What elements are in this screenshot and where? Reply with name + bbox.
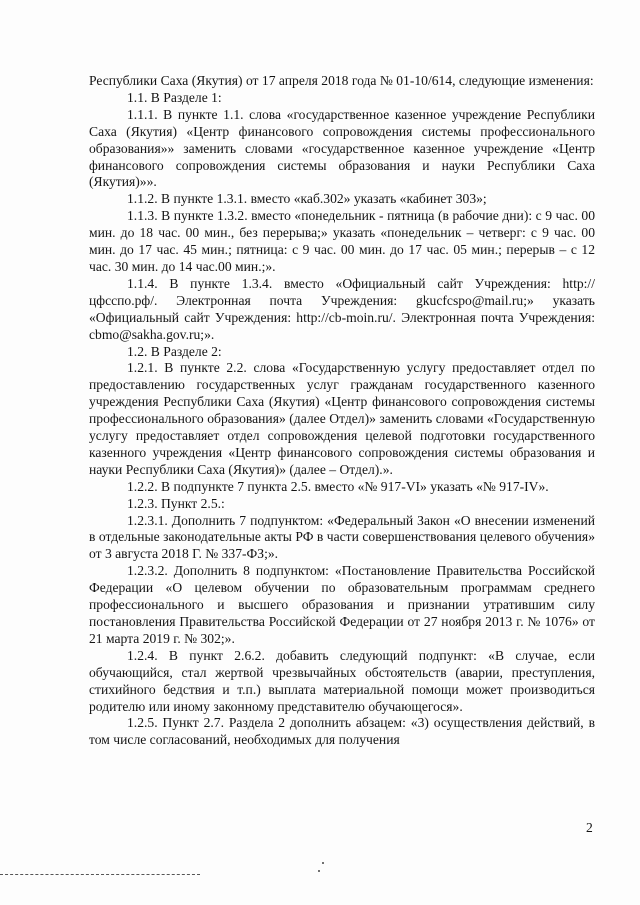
paragraph-1-2: 1.2. В Разделе 2:	[127, 343, 222, 359]
scan-artifact-dot	[318, 870, 320, 872]
page-number: 2	[586, 820, 593, 835]
paragraph-1-1-4: 1.1.4. В пункте 1.3.4. вместо «Официальный сайт Учреждения: http://цфсспо.рф/. Электронная почта Учреждения: gkucfcspo@mail.ru;» указать «Официальный сайт Учреждения: http://cb-moin.ru/. Электронная почта Учреждения: cbmo@sakha.gov.ru;».	[89, 275, 595, 342]
scan-artifact-line	[0, 874, 200, 875]
paragraph-1-2-2: 1.2.2. В подпункте 7 пункта 2.5. вместо «№ 917-VI» указать «№ 917-IV».	[127, 478, 549, 494]
paragraph-1-2-5: 1.2.5. Пункт 2.7. Раздела 2 дополнить абзацем: «3) осуществления действий, в том числе согласований, необходимых для получения	[89, 715, 595, 748]
paragraph-1-1-3: 1.1.3. В пункте 1.3.2. вместо «понедельник - пятница (в рабочие дни): с 9 час. 00 мин. до 18 час. 00 мин., без перерыва;» указать «понедельник – четверг: с 9 час. 00 мин. до 17 час. 45 мин.; пятница: с 9 час. 00 мин. до 17 час. 05 мин.; перерыв – с 12 час. 30 мин. до 14 час.00 мин.;».	[89, 208, 595, 274]
paragraph-1-2-3-1: 1.2.3.1. Дополнить 7 подпунктом: «Федеральный Закон «О внесении изменений в отдельные законодательные акты РФ в части совершенствования целевого обучения» от 3 августа 2018 Г. № 337-ФЗ;».	[89, 512, 595, 562]
paragraph-1-2-4: 1.2.4. В пункт 2.6.2. добавить следующий подпункт: «В случае, если обучающийся, стал жертвой чрезвычайных обстоятельств (аварии, преступления, стихийного бедствия и т.п.) выплата материальной помощи может производиться родителю или иному законному представителю обучающегося».	[89, 647, 595, 714]
paragraph-1-1: 1.1. В Разделе 1:	[127, 89, 222, 105]
paragraph-1-2-1: 1.2.1. В пункте 2.2. слова «Государственную услугу предоставляет отдел по предоставлению государственных услуг гражданам государственного казенного учреждения Республики Саха (Якутия) «Центр финансового сопровождения системы профессионального образования» (далее Отдел)» заменить словами «Государственную услугу предоставляет отдел сопровождения целевой подготовки государственного казенного учреждения «Центр финансового сопровождения системы образования и науки Республики Саха (Якутия)» (далее – Отдел).».	[89, 360, 595, 477]
paragraph-1-1-1: 1.1.1. В пункте 1.1. слова «государственное казенное учреждение Республики Саха (Якутия) «Центр финансового сопровождения системы профессионального образования»» заменить словами «государственное казенное учреждение «Центр финансового сопровождения системы образования и науки Республики Саха (Якутия)»».	[89, 106, 595, 190]
paragraph-1-2-3-2: 1.2.3.2. Дополнить 8 подпунктом: «Постановление Правительства Российской Федерации «О целевом обучении по образовательным программам среднего профессионального и высшего образования и признании утратившим силу постановления Правительства Российской Федерации от 27 ноября 2013 г. № 1076» от 21 марта 2019 г. № 302;».	[89, 563, 595, 646]
scan-artifact-dot	[322, 862, 324, 864]
paragraph-1-2-3: 1.2.3. Пункт 2.5.:	[127, 495, 225, 511]
paragraph-intro: Республики Саха (Якутия) от 17 апреля 2018 года № 01-10/614, следующие изменения:	[89, 73, 594, 88]
paragraph-1-1-2: 1.1.2. В пункте 1.3.1. вместо «каб.302» указать «кабинет 303»;	[127, 191, 487, 207]
document-body	[89, 73, 595, 749]
